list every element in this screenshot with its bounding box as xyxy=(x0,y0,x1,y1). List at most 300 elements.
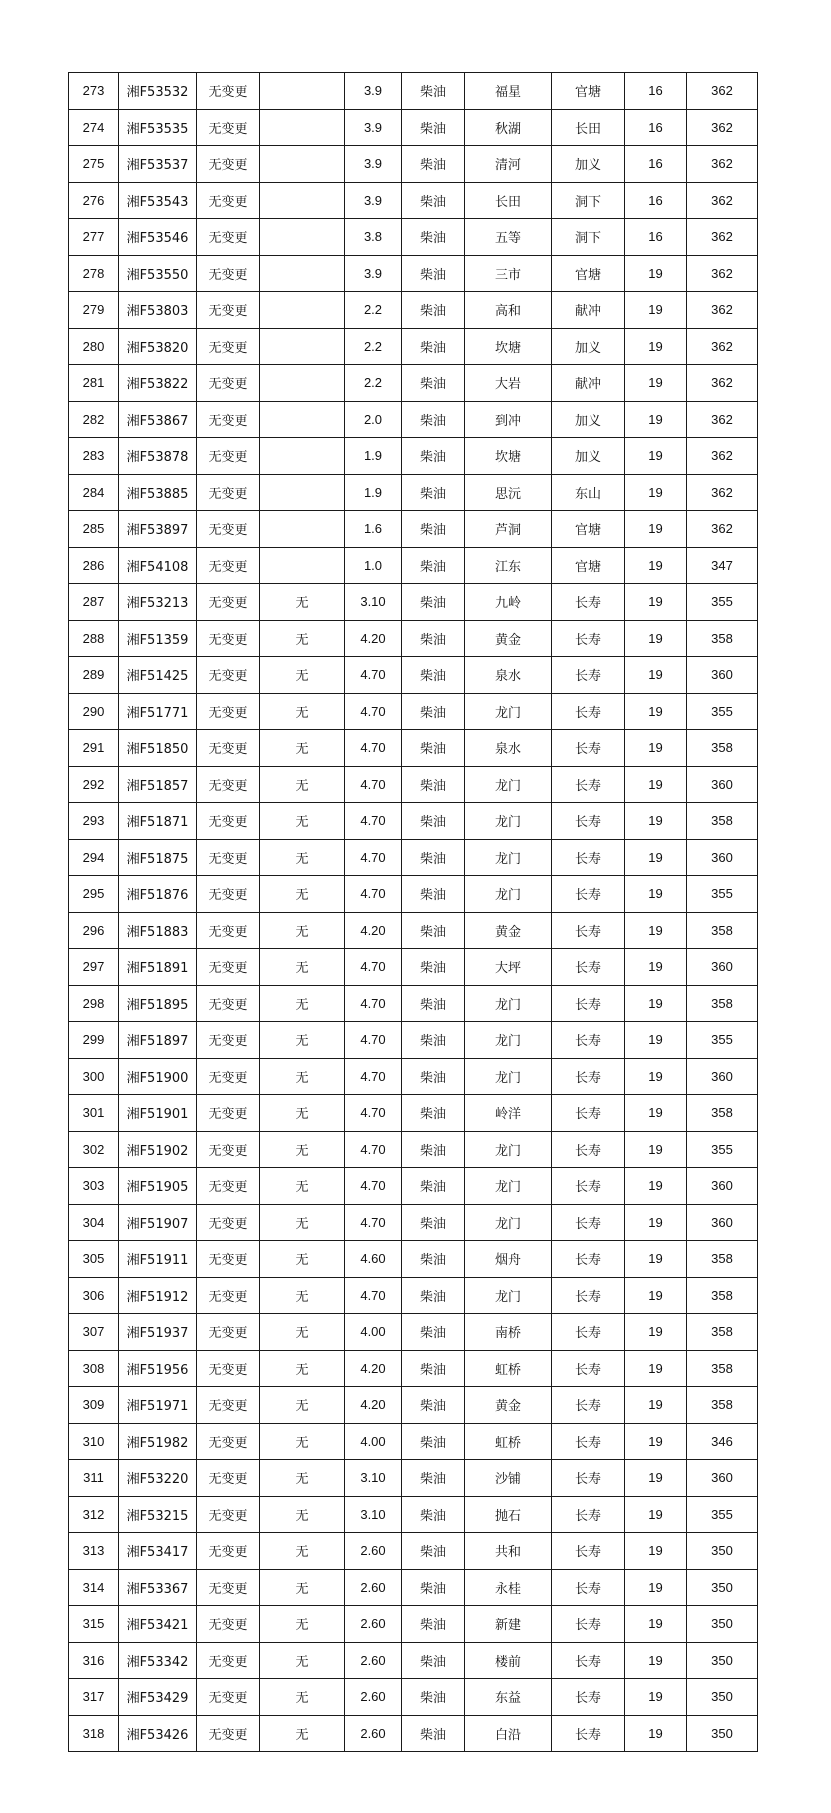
cell-origin: 龙门 xyxy=(465,985,552,1022)
cell-value: 350 xyxy=(687,1569,758,1606)
cell-seat-count: 19 xyxy=(625,584,687,621)
cell-seat-count: 19 xyxy=(625,693,687,730)
cell-tonnage: 1.6 xyxy=(345,511,402,548)
cell-value: 358 xyxy=(687,620,758,657)
cell-row-number: 299 xyxy=(69,1022,119,1059)
cell-remark: 无 xyxy=(260,584,345,621)
cell-value: 360 xyxy=(687,1168,758,1205)
cell-value: 358 xyxy=(687,985,758,1022)
cell-origin: 龙门 xyxy=(465,1131,552,1168)
table-row xyxy=(69,985,758,1022)
cell-value: 362 xyxy=(687,438,758,475)
cell-destination: 长寿 xyxy=(552,839,625,876)
cell-origin: 共和 xyxy=(465,1533,552,1570)
table-row xyxy=(69,839,758,876)
cell-change-status: 无变更 xyxy=(197,1314,260,1351)
cell-row-number: 317 xyxy=(69,1679,119,1716)
cell-origin: 岭洋 xyxy=(465,1095,552,1132)
cell-remark: 无 xyxy=(260,1204,345,1241)
table-row xyxy=(69,584,758,621)
cell-remark: 无 xyxy=(260,1387,345,1424)
cell-tonnage: 4.70 xyxy=(345,876,402,913)
table-row xyxy=(69,547,758,584)
table-row xyxy=(69,766,758,803)
cell-seat-count: 19 xyxy=(625,1679,687,1716)
cell-row-number: 298 xyxy=(69,985,119,1022)
cell-change-status: 无变更 xyxy=(197,1350,260,1387)
cell-change-status: 无变更 xyxy=(197,1168,260,1205)
table-row xyxy=(69,182,758,219)
cell-remark: 无 xyxy=(260,912,345,949)
cell-remark: 无 xyxy=(260,766,345,803)
cell-destination: 长寿 xyxy=(552,876,625,913)
cell-fuel-type: 柴油 xyxy=(402,912,465,949)
cell-seat-count: 19 xyxy=(625,401,687,438)
cell-remark xyxy=(260,474,345,511)
cell-seat-count: 19 xyxy=(625,547,687,584)
cell-plate-number: 湘F51901 xyxy=(119,1095,197,1132)
cell-plate-number: 湘F53885 xyxy=(119,474,197,511)
cell-plate-number: 湘F54108 xyxy=(119,547,197,584)
cell-origin: 龙门 xyxy=(465,839,552,876)
cell-origin: 龙门 xyxy=(465,766,552,803)
cell-change-status: 无变更 xyxy=(197,657,260,694)
cell-seat-count: 19 xyxy=(625,474,687,511)
cell-row-number: 277 xyxy=(69,219,119,256)
table-row xyxy=(69,1241,758,1278)
cell-plate-number: 湘F51956 xyxy=(119,1350,197,1387)
table-row xyxy=(69,949,758,986)
cell-change-status: 无变更 xyxy=(197,1679,260,1716)
cell-row-number: 286 xyxy=(69,547,119,584)
cell-origin: 虹桥 xyxy=(465,1423,552,1460)
cell-destination: 长寿 xyxy=(552,1460,625,1497)
cell-remark: 无 xyxy=(260,839,345,876)
cell-change-status: 无变更 xyxy=(197,438,260,475)
cell-row-number: 285 xyxy=(69,511,119,548)
cell-value: 360 xyxy=(687,1058,758,1095)
cell-plate-number: 湘F51425 xyxy=(119,657,197,694)
cell-fuel-type: 柴油 xyxy=(402,1168,465,1205)
cell-origin: 黄金 xyxy=(465,620,552,657)
cell-change-status: 无变更 xyxy=(197,73,260,110)
cell-destination: 洞下 xyxy=(552,182,625,219)
table-row xyxy=(69,1168,758,1205)
cell-destination: 长寿 xyxy=(552,730,625,767)
table-row xyxy=(69,1423,758,1460)
cell-row-number: 273 xyxy=(69,73,119,110)
cell-remark: 无 xyxy=(260,1496,345,1533)
cell-tonnage: 4.70 xyxy=(345,1095,402,1132)
cell-seat-count: 19 xyxy=(625,657,687,694)
cell-tonnage: 3.9 xyxy=(345,146,402,183)
cell-origin: 永桂 xyxy=(465,1569,552,1606)
cell-seat-count: 19 xyxy=(625,1606,687,1643)
cell-value: 362 xyxy=(687,401,758,438)
cell-row-number: 274 xyxy=(69,109,119,146)
cell-change-status: 无变更 xyxy=(197,839,260,876)
cell-seat-count: 16 xyxy=(625,219,687,256)
cell-destination: 长寿 xyxy=(552,1131,625,1168)
cell-destination: 长寿 xyxy=(552,620,625,657)
cell-plate-number: 湘F51905 xyxy=(119,1168,197,1205)
cell-destination: 长寿 xyxy=(552,803,625,840)
cell-row-number: 283 xyxy=(69,438,119,475)
cell-remark xyxy=(260,219,345,256)
cell-row-number: 310 xyxy=(69,1423,119,1460)
cell-tonnage: 4.70 xyxy=(345,1022,402,1059)
cell-fuel-type: 柴油 xyxy=(402,511,465,548)
cell-destination: 长寿 xyxy=(552,1277,625,1314)
cell-plate-number: 湘F51891 xyxy=(119,949,197,986)
cell-remark: 无 xyxy=(260,1095,345,1132)
cell-change-status: 无变更 xyxy=(197,109,260,146)
cell-value: 362 xyxy=(687,73,758,110)
cell-plate-number: 湘F51971 xyxy=(119,1387,197,1424)
cell-change-status: 无变更 xyxy=(197,730,260,767)
cell-plate-number: 湘F51911 xyxy=(119,1241,197,1278)
cell-plate-number: 湘F53426 xyxy=(119,1715,197,1752)
cell-value: 362 xyxy=(687,219,758,256)
cell-remark xyxy=(260,401,345,438)
cell-change-status: 无变更 xyxy=(197,985,260,1022)
cell-fuel-type: 柴油 xyxy=(402,1314,465,1351)
cell-plate-number: 湘F53803 xyxy=(119,292,197,329)
cell-remark: 无 xyxy=(260,693,345,730)
cell-value: 362 xyxy=(687,255,758,292)
cell-destination: 官塘 xyxy=(552,73,625,110)
cell-tonnage: 2.60 xyxy=(345,1642,402,1679)
cell-tonnage: 4.60 xyxy=(345,1241,402,1278)
cell-row-number: 307 xyxy=(69,1314,119,1351)
cell-remark: 无 xyxy=(260,730,345,767)
cell-origin: 白沿 xyxy=(465,1715,552,1752)
cell-fuel-type: 柴油 xyxy=(402,1496,465,1533)
cell-plate-number: 湘F51359 xyxy=(119,620,197,657)
cell-row-number: 306 xyxy=(69,1277,119,1314)
cell-destination: 长田 xyxy=(552,109,625,146)
cell-seat-count: 19 xyxy=(625,766,687,803)
cell-seat-count: 19 xyxy=(625,730,687,767)
table-row xyxy=(69,438,758,475)
cell-value: 360 xyxy=(687,766,758,803)
cell-change-status: 无变更 xyxy=(197,511,260,548)
cell-fuel-type: 柴油 xyxy=(402,328,465,365)
table-row xyxy=(69,1460,758,1497)
cell-change-status: 无变更 xyxy=(197,365,260,402)
cell-tonnage: 3.8 xyxy=(345,219,402,256)
cell-change-status: 无变更 xyxy=(197,219,260,256)
cell-change-status: 无变更 xyxy=(197,1423,260,1460)
cell-fuel-type: 柴油 xyxy=(402,1387,465,1424)
cell-seat-count: 19 xyxy=(625,985,687,1022)
cell-seat-count: 19 xyxy=(625,1533,687,1570)
cell-destination: 长寿 xyxy=(552,1241,625,1278)
cell-tonnage: 2.60 xyxy=(345,1715,402,1752)
cell-change-status: 无变更 xyxy=(197,1569,260,1606)
cell-tonnage: 4.20 xyxy=(345,620,402,657)
cell-value: 360 xyxy=(687,839,758,876)
cell-tonnage: 2.2 xyxy=(345,292,402,329)
cell-destination: 长寿 xyxy=(552,766,625,803)
cell-origin: 楼前 xyxy=(465,1642,552,1679)
cell-fuel-type: 柴油 xyxy=(402,365,465,402)
cell-plate-number: 湘F53215 xyxy=(119,1496,197,1533)
cell-plate-number: 湘F53878 xyxy=(119,438,197,475)
cell-tonnage: 3.10 xyxy=(345,584,402,621)
cell-row-number: 295 xyxy=(69,876,119,913)
cell-origin: 泉水 xyxy=(465,730,552,767)
table-row xyxy=(69,620,758,657)
cell-tonnage: 4.70 xyxy=(345,1058,402,1095)
cell-tonnage: 4.00 xyxy=(345,1314,402,1351)
cell-plate-number: 湘F51982 xyxy=(119,1423,197,1460)
cell-seat-count: 19 xyxy=(625,1715,687,1752)
cell-change-status: 无变更 xyxy=(197,1241,260,1278)
cell-row-number: 316 xyxy=(69,1642,119,1679)
cell-row-number: 278 xyxy=(69,255,119,292)
cell-remark: 无 xyxy=(260,1606,345,1643)
cell-seat-count: 16 xyxy=(625,109,687,146)
cell-tonnage: 4.20 xyxy=(345,912,402,949)
table-row xyxy=(69,255,758,292)
table-row xyxy=(69,912,758,949)
cell-row-number: 294 xyxy=(69,839,119,876)
cell-remark: 无 xyxy=(260,1460,345,1497)
cell-remark xyxy=(260,73,345,110)
cell-tonnage: 4.70 xyxy=(345,693,402,730)
cell-destination: 长寿 xyxy=(552,1387,625,1424)
cell-seat-count: 19 xyxy=(625,620,687,657)
cell-remark xyxy=(260,146,345,183)
table-row xyxy=(69,1058,758,1095)
cell-change-status: 无变更 xyxy=(197,146,260,183)
cell-remark: 无 xyxy=(260,1131,345,1168)
cell-seat-count: 19 xyxy=(625,1204,687,1241)
cell-tonnage: 4.70 xyxy=(345,1277,402,1314)
cell-origin: 芦洞 xyxy=(465,511,552,548)
cell-row-number: 309 xyxy=(69,1387,119,1424)
cell-change-status: 无变更 xyxy=(197,584,260,621)
cell-tonnage: 4.70 xyxy=(345,766,402,803)
cell-seat-count: 19 xyxy=(625,876,687,913)
table-row xyxy=(69,1131,758,1168)
cell-origin: 高和 xyxy=(465,292,552,329)
cell-plate-number: 湘F51907 xyxy=(119,1204,197,1241)
cell-origin: 到冲 xyxy=(465,401,552,438)
cell-value: 362 xyxy=(687,292,758,329)
cell-destination: 长寿 xyxy=(552,1533,625,1570)
cell-destination: 长寿 xyxy=(552,1423,625,1460)
cell-origin: 思沅 xyxy=(465,474,552,511)
cell-remark: 无 xyxy=(260,1350,345,1387)
cell-tonnage: 3.10 xyxy=(345,1460,402,1497)
cell-fuel-type: 柴油 xyxy=(402,1533,465,1570)
cell-fuel-type: 柴油 xyxy=(402,1423,465,1460)
cell-change-status: 无变更 xyxy=(197,1496,260,1533)
table-row xyxy=(69,1022,758,1059)
cell-seat-count: 19 xyxy=(625,255,687,292)
cell-tonnage: 3.9 xyxy=(345,73,402,110)
table-row xyxy=(69,73,758,110)
cell-row-number: 315 xyxy=(69,1606,119,1643)
table-row xyxy=(69,1204,758,1241)
cell-tonnage: 3.9 xyxy=(345,109,402,146)
cell-change-status: 无变更 xyxy=(197,1642,260,1679)
cell-value: 362 xyxy=(687,511,758,548)
cell-seat-count: 19 xyxy=(625,1277,687,1314)
cell-seat-count: 19 xyxy=(625,912,687,949)
cell-plate-number: 湘F51902 xyxy=(119,1131,197,1168)
cell-fuel-type: 柴油 xyxy=(402,1606,465,1643)
cell-fuel-type: 柴油 xyxy=(402,1569,465,1606)
cell-origin: 三市 xyxy=(465,255,552,292)
cell-plate-number: 湘F51897 xyxy=(119,1022,197,1059)
cell-value: 350 xyxy=(687,1642,758,1679)
cell-value: 358 xyxy=(687,1277,758,1314)
cell-origin: 大坪 xyxy=(465,949,552,986)
cell-destination: 长寿 xyxy=(552,1095,625,1132)
table-row xyxy=(69,1387,758,1424)
cell-tonnage: 1.9 xyxy=(345,474,402,511)
cell-change-status: 无变更 xyxy=(197,693,260,730)
cell-row-number: 289 xyxy=(69,657,119,694)
cell-remark xyxy=(260,438,345,475)
cell-seat-count: 19 xyxy=(625,1460,687,1497)
cell-row-number: 314 xyxy=(69,1569,119,1606)
cell-value: 358 xyxy=(687,1314,758,1351)
cell-seat-count: 19 xyxy=(625,1387,687,1424)
cell-tonnage: 2.60 xyxy=(345,1569,402,1606)
cell-origin: 坎塘 xyxy=(465,438,552,475)
table-row xyxy=(69,365,758,402)
cell-fuel-type: 柴油 xyxy=(402,985,465,1022)
cell-change-status: 无变更 xyxy=(197,1022,260,1059)
cell-row-number: 281 xyxy=(69,365,119,402)
cell-destination: 献冲 xyxy=(552,292,625,329)
cell-seat-count: 19 xyxy=(625,839,687,876)
cell-fuel-type: 柴油 xyxy=(402,730,465,767)
cell-remark: 无 xyxy=(260,1569,345,1606)
cell-fuel-type: 柴油 xyxy=(402,474,465,511)
cell-value: 358 xyxy=(687,730,758,767)
cell-row-number: 280 xyxy=(69,328,119,365)
cell-row-number: 308 xyxy=(69,1350,119,1387)
cell-tonnage: 3.9 xyxy=(345,255,402,292)
cell-plate-number: 湘F51912 xyxy=(119,1277,197,1314)
cell-seat-count: 19 xyxy=(625,1642,687,1679)
cell-fuel-type: 柴油 xyxy=(402,182,465,219)
cell-row-number: 301 xyxy=(69,1095,119,1132)
cell-change-status: 无变更 xyxy=(197,1715,260,1752)
cell-tonnage: 4.70 xyxy=(345,657,402,694)
cell-seat-count: 19 xyxy=(625,1095,687,1132)
cell-change-status: 无变更 xyxy=(197,876,260,913)
cell-change-status: 无变更 xyxy=(197,1606,260,1643)
cell-destination: 官塘 xyxy=(552,547,625,584)
cell-change-status: 无变更 xyxy=(197,620,260,657)
cell-value: 358 xyxy=(687,1350,758,1387)
cell-fuel-type: 柴油 xyxy=(402,620,465,657)
cell-fuel-type: 柴油 xyxy=(402,1350,465,1387)
cell-origin: 黄金 xyxy=(465,912,552,949)
cell-row-number: 312 xyxy=(69,1496,119,1533)
table-row xyxy=(69,1533,758,1570)
cell-destination: 长寿 xyxy=(552,584,625,621)
cell-fuel-type: 柴油 xyxy=(402,693,465,730)
cell-row-number: 276 xyxy=(69,182,119,219)
cell-origin: 东益 xyxy=(465,1679,552,1716)
cell-fuel-type: 柴油 xyxy=(402,657,465,694)
cell-value: 360 xyxy=(687,1460,758,1497)
cell-fuel-type: 柴油 xyxy=(402,1679,465,1716)
cell-destination: 长寿 xyxy=(552,1058,625,1095)
cell-fuel-type: 柴油 xyxy=(402,1095,465,1132)
cell-row-number: 275 xyxy=(69,146,119,183)
cell-origin: 抛石 xyxy=(465,1496,552,1533)
cell-remark: 无 xyxy=(260,1679,345,1716)
cell-destination: 东山 xyxy=(552,474,625,511)
cell-value: 355 xyxy=(687,1131,758,1168)
cell-remark: 无 xyxy=(260,1022,345,1059)
cell-remark xyxy=(260,292,345,329)
table-row xyxy=(69,1350,758,1387)
cell-origin: 秋湖 xyxy=(465,109,552,146)
cell-destination: 长寿 xyxy=(552,949,625,986)
cell-tonnage: 4.20 xyxy=(345,1387,402,1424)
cell-origin: 龙门 xyxy=(465,1168,552,1205)
cell-origin: 虹桥 xyxy=(465,1350,552,1387)
cell-row-number: 318 xyxy=(69,1715,119,1752)
cell-row-number: 311 xyxy=(69,1460,119,1497)
cell-remark: 无 xyxy=(260,620,345,657)
cell-origin: 长田 xyxy=(465,182,552,219)
cell-plate-number: 湘F53342 xyxy=(119,1642,197,1679)
cell-plate-number: 湘F53822 xyxy=(119,365,197,402)
cell-fuel-type: 柴油 xyxy=(402,1460,465,1497)
cell-fuel-type: 柴油 xyxy=(402,766,465,803)
cell-destination: 加义 xyxy=(552,146,625,183)
cell-plate-number: 湘F51895 xyxy=(119,985,197,1022)
cell-value: 350 xyxy=(687,1606,758,1643)
cell-tonnage: 4.70 xyxy=(345,730,402,767)
cell-seat-count: 16 xyxy=(625,73,687,110)
cell-remark: 无 xyxy=(260,985,345,1022)
cell-plate-number: 湘F51850 xyxy=(119,730,197,767)
cell-value: 350 xyxy=(687,1533,758,1570)
table-row xyxy=(69,474,758,511)
table-row xyxy=(69,1569,758,1606)
table-row xyxy=(69,693,758,730)
cell-value: 360 xyxy=(687,657,758,694)
cell-remark: 无 xyxy=(260,1314,345,1351)
cell-fuel-type: 柴油 xyxy=(402,584,465,621)
cell-value: 346 xyxy=(687,1423,758,1460)
cell-destination: 长寿 xyxy=(552,1606,625,1643)
cell-destination: 长寿 xyxy=(552,1350,625,1387)
cell-change-status: 无变更 xyxy=(197,474,260,511)
table-row xyxy=(69,1277,758,1314)
cell-plate-number: 湘F53537 xyxy=(119,146,197,183)
cell-plate-number: 湘F53543 xyxy=(119,182,197,219)
cell-change-status: 无变更 xyxy=(197,803,260,840)
cell-fuel-type: 柴油 xyxy=(402,803,465,840)
cell-row-number: 304 xyxy=(69,1204,119,1241)
cell-seat-count: 19 xyxy=(625,1350,687,1387)
cell-plate-number: 湘F53535 xyxy=(119,109,197,146)
cell-fuel-type: 柴油 xyxy=(402,146,465,183)
cell-destination: 长寿 xyxy=(552,1715,625,1752)
